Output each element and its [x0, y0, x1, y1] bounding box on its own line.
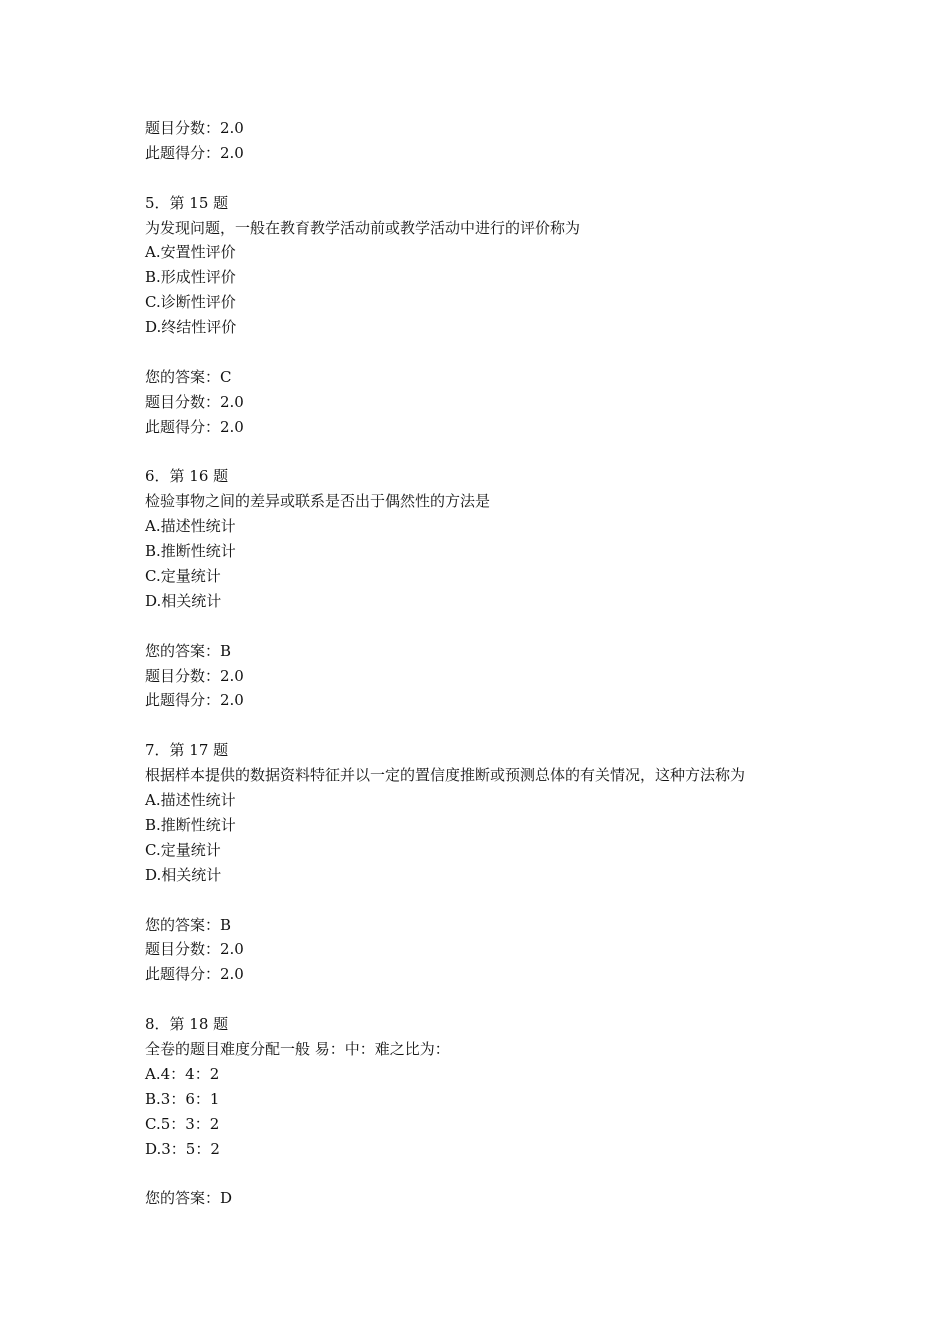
spacer	[145, 1161, 925, 1186]
spacer	[145, 614, 925, 639]
question-text: 全卷的题目难度分配一般 易：中：难之比为：	[145, 1039, 450, 1058]
option-a: A.描述性统计	[145, 517, 236, 536]
your-answer: 您的答案：B	[145, 641, 232, 660]
option-d: D.相关统计	[145, 591, 222, 610]
document-page	[145, 116, 925, 1211]
question-text: 检验事物之间的差异或联系是否出于偶然性的方法是	[145, 492, 491, 511]
question-15	[145, 191, 925, 440]
option-a: A.4：4：2	[145, 1064, 220, 1083]
earned-score: 此题得分：2.0	[145, 691, 244, 710]
option-a: A.安置性评价	[145, 243, 236, 262]
question-header: 5．第 15 题	[145, 193, 229, 212]
question-header: 7．第 17 题	[145, 741, 229, 760]
question-16	[145, 464, 925, 713]
question-header: 8．第 18 题	[145, 1015, 229, 1034]
earned-score: 此题得分：2.0	[145, 417, 244, 436]
earned-score: 此题得分：2.0	[145, 143, 244, 162]
spacer	[145, 987, 925, 1012]
total-score: 题目分数：2.0	[145, 940, 244, 959]
spacer	[145, 440, 925, 465]
previous-question-score	[145, 116, 925, 166]
question-text: 为发现问题，一般在教育教学活动前或教学活动中进行的评价称为	[145, 218, 581, 237]
option-d: D.相关统计	[145, 865, 222, 884]
question-17	[145, 738, 925, 987]
option-b: B.推断性统计	[145, 542, 236, 561]
option-d: D.3：5：2	[145, 1139, 220, 1158]
option-d: D.终结性评价	[145, 318, 237, 337]
option-b: B.形成性评价	[145, 268, 236, 287]
option-c: C.定量统计	[145, 840, 221, 859]
your-answer: 您的答案：B	[145, 915, 232, 934]
option-b: B.3：6：1	[145, 1089, 220, 1108]
spacer	[145, 713, 925, 738]
your-answer: 您的答案：C	[145, 367, 232, 386]
spacer	[145, 340, 925, 365]
question-18	[145, 1012, 925, 1211]
option-c: C.5：3：2	[145, 1114, 220, 1133]
option-c: C.诊断性评价	[145, 293, 236, 312]
question-header: 6．第 16 题	[145, 467, 229, 486]
spacer	[145, 888, 925, 913]
earned-score: 此题得分：2.0	[145, 965, 244, 984]
total-score: 题目分数：2.0	[145, 392, 244, 411]
option-a: A.描述性统计	[145, 791, 236, 810]
question-text: 根据样本提供的数据资料特征并以一定的置信度推断或预测总体的有关情况，这种方法称为	[145, 766, 746, 785]
total-score: 题目分数：2.0	[145, 119, 244, 137]
option-c: C.定量统计	[145, 567, 221, 586]
option-b: B.推断性统计	[145, 815, 236, 834]
your-answer: 您的答案：D	[145, 1189, 233, 1208]
total-score: 题目分数：2.0	[145, 666, 244, 685]
spacer	[145, 166, 925, 191]
